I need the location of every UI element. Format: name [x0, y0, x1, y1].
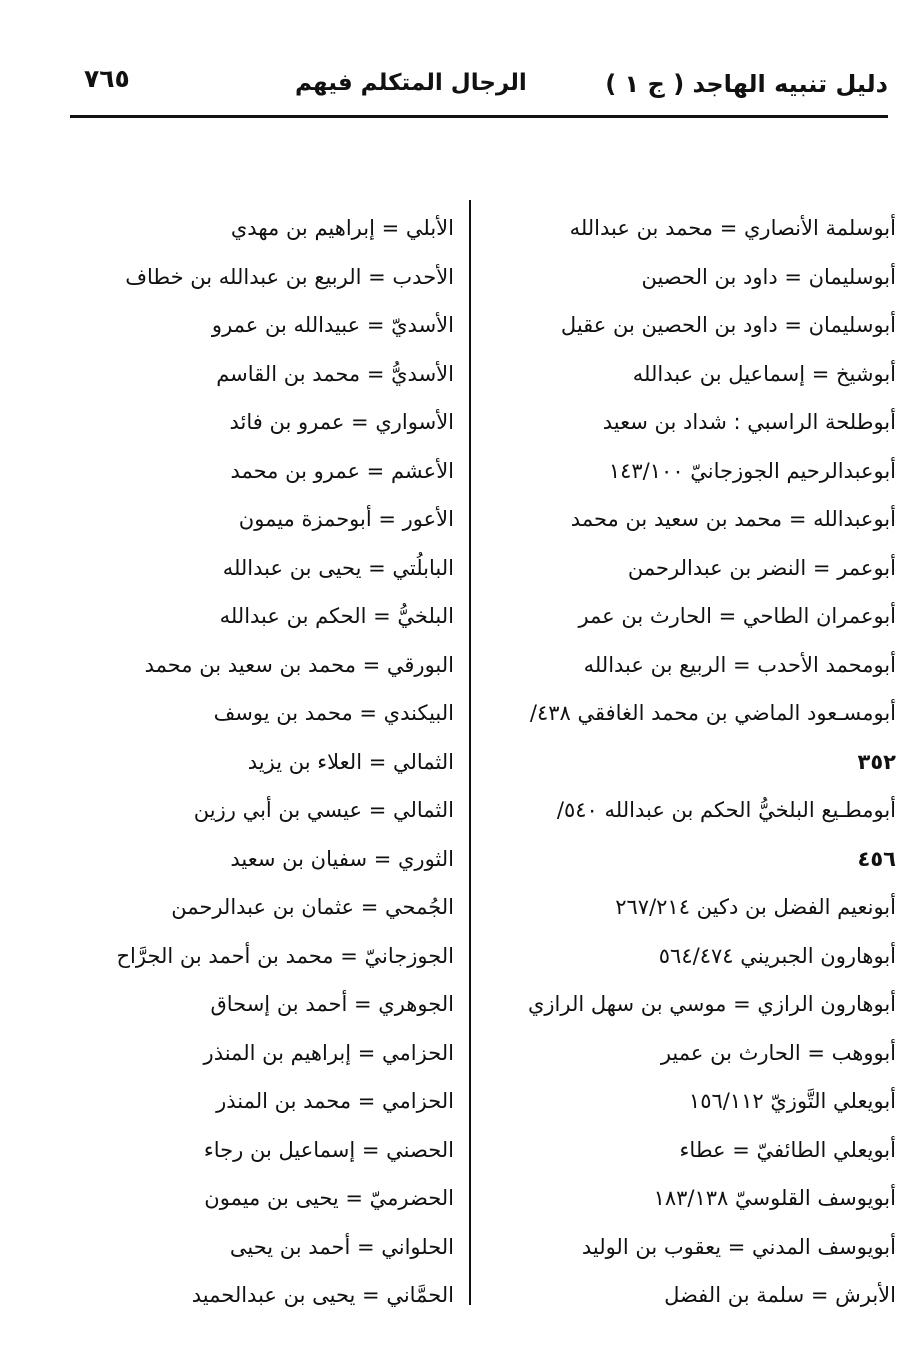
index-entry: البابلُتي = يحيى بن عبدالله [222, 555, 454, 580]
index-entry: أبوطلحة الراسبي : شداد بن سعيد [602, 410, 896, 434]
column-divider [469, 200, 471, 1305]
index-entry: الحزامي = إبراهيم بن المنذر [203, 1040, 454, 1065]
index-entry: الحضرميّ = يحيى بن ميمون [204, 1186, 454, 1210]
header-rule [70, 115, 888, 118]
index-entry: الأسديُّ = محمد بن القاسم [216, 361, 454, 386]
index-entry: الأبرش = سلمة بن الفضل [664, 1283, 896, 1307]
book-title: دليل تنبيه الهاجد ( ج ١ ) [605, 70, 888, 98]
index-entry: أبوعمر = النضر بن عبدالرحمن [627, 555, 896, 580]
index-entry-continuation: ٣٥٢ [857, 749, 896, 774]
index-entry: الجوزجانيّ = محمد بن أحمد بن الجرَّاح [116, 943, 454, 968]
index-entry: الحمَّاني = يحيى بن عبدالحميد [191, 1283, 454, 1307]
index-entry: الحصني = إسماعيل بن رجاء [203, 1137, 454, 1162]
index-entry: الأسديّ = عبيدالله بن عمرو [211, 313, 454, 337]
index-entry: أبوهارون الرازي = موسي بن سهل الرازي [527, 992, 896, 1016]
index-entry: أبوعبدالله = محمد بن سعيد بن محمد [570, 507, 896, 531]
index-entry: أبووهب = الحارث بن عمير [660, 1040, 896, 1065]
section-title: الرجال المتكلم فيهم [295, 70, 527, 96]
index-entry: أبويوسف المدني = يعقوب بن الوليد [581, 1234, 896, 1259]
right-column [486, 204, 896, 1320]
index-entry: الأعور = أبوحمزة ميمون [238, 507, 454, 531]
index-entry: أبوسليمان = داود بن الحصين [641, 264, 896, 289]
index-entry: الأسواري = عمرو بن فائد [229, 410, 454, 434]
left-column [104, 204, 454, 1320]
index-entry: الأحدب = الربيع بن عبدالله بن خطاف [125, 264, 454, 289]
index-entry: أبونعيم الفضل بن دكين ٢٦٧/٢١٤ [615, 895, 896, 919]
index-entry: الأبلي = إبراهيم بن مهدي [230, 216, 454, 240]
index-entry: الثمالي = العلاء بن يزيد [247, 749, 454, 774]
index-entry: أبويوسف القلوسيّ ١٨٣/١٣٨ [653, 1186, 896, 1210]
index-entry: الثوري = سفيان بن سعيد [230, 846, 454, 871]
index-entry: أبويعلي التَّوزيّ ١٥٦/١١٢ [688, 1089, 896, 1113]
index-entry: أبومحمد الأحدب = الربيع بن عبدالله [583, 652, 896, 677]
index-entry: أبويعلي الطائفيّ = عطاء [679, 1137, 896, 1162]
index-entry: الأعشم = عمرو بن محمد [230, 458, 454, 483]
index-entry-continuation: ٤٥٦ [857, 846, 896, 871]
index-entry: البلخيُّ = الحكم بن عبدالله [219, 604, 454, 628]
page-number: ٧٦٥ [84, 64, 130, 93]
index-entry: أبوعمران الطاحي = الحارث بن عمر [578, 604, 896, 628]
index-entry: أبوهارون الجبريني ٥٦٤/٤٧٤ [658, 943, 896, 968]
index-entry: أبوشيخ = إسماعيل بن عبدالله [632, 361, 896, 386]
index-entry: أبوسليمان = داود بن الحصين بن عقيل [560, 313, 896, 337]
index-entry: الجوهري = أحمد بن إسحاق [210, 992, 454, 1016]
index-entry: أبوعبدالرحيم الجوزجانيّ ١٤٣/١٠٠ [608, 458, 896, 483]
index-entry: أبومسـعود الماضي بن محمد الغافقي ٤٣٨/ [529, 701, 896, 725]
index-entry: البورقي = محمد بن سعيد بن محمد [144, 652, 454, 677]
index-entry: أبوسلمة الأنصاري = محمد بن عبدالله [569, 216, 896, 240]
index-entry: البيكندي = محمد بن يوسف [213, 701, 454, 725]
page-header [70, 58, 888, 118]
index-entry: الجُمحي = عثمان بن عبدالرحمن [171, 895, 454, 919]
index-entry: الحلواني = أحمد بن يحيى [229, 1234, 454, 1259]
index-entry: الثمالي = عيسي بن أبي رزين [193, 798, 454, 822]
index-entry: الحزامي = محمد بن المنذر [216, 1089, 454, 1113]
index-entry: أبومطـيع البلخيُّ الحكم بن عبدالله ٥٤٠/ [556, 798, 896, 822]
